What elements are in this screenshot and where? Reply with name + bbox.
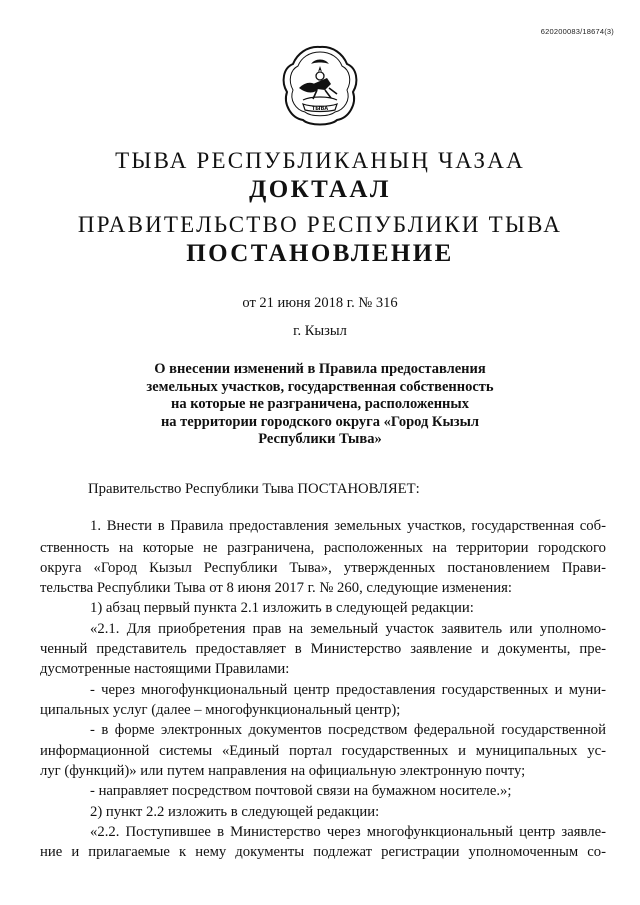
- decree-title: [0, 361, 640, 449]
- header-russian-decree: ПОСТАНОВЛЕНИЕ: [186, 240, 454, 267]
- header-russian-government: ПРАВИТЕЛЬСТВО РЕСПУБЛИКИ ТЫВА: [77, 212, 563, 237]
- header-tuvan-decree: ДОКТААЛ: [249, 176, 391, 203]
- body-line: - в форме электронных документов посредством федеральной государственной: [90, 722, 606, 738]
- title-line: О внесении изменений в Правила предоставления: [154, 361, 486, 377]
- body-line: ственность на которые не разграничена, расположенных на территории городского: [40, 540, 606, 556]
- decree-date: от 21 июня 2018 г. № 316: [242, 295, 398, 311]
- body-line: 1. Внести в Правила предоставления земельных участков, государственная соб-: [90, 518, 606, 534]
- body-line: - через многофункциональный центр предоставления государственных и муни-: [90, 682, 606, 698]
- decree-city: г. Кызыл: [293, 323, 347, 339]
- body-line: 1) абзац первый пункта 2.1 изложить в следующей редакции:: [90, 600, 474, 616]
- body-line: ние и прилагаемые к нему документы подлежат регистрации уполномоченным со-: [40, 844, 606, 860]
- title-line: на территории городского округа «Город Кызыл: [160, 413, 480, 430]
- body-line: «2.1. Для приобретения прав на земельный участок заявитель или уполномо-: [90, 621, 606, 637]
- body-line: дусмотренные настоящими Правилами:: [40, 661, 290, 677]
- body-line: Правительство Республики Тыва ПОСТАНОВЛЯЕТ:: [88, 481, 420, 497]
- title-line: земельных участков, государственная собственность: [146, 378, 494, 395]
- body-line: тельства Республики Тыва от 8 июня 2017 г. № 260, следующие изменения:: [40, 580, 512, 596]
- document-number: 620200083/18674(3): [540, 27, 614, 36]
- title-line: на которые не разграничена, расположенных: [171, 396, 469, 412]
- body-line: луг (функций)» или путем направления на официальную электронную почту;: [40, 763, 526, 779]
- body-line: - направляет посредством почтовой связи на бумажном носителе.»;: [90, 783, 512, 799]
- body-line: «2.2. Поступившее в Министерство через многофункциональный центр заявле-: [90, 824, 606, 840]
- svg-text:ТЫВА: ТЫВА: [311, 106, 329, 112]
- body-line: 2) пункт 2.2 изложить в следующей редакции:: [90, 804, 380, 820]
- body-line: информационной системы «Единый портал государственных и муниципальных ус-: [40, 743, 606, 759]
- header-tuvan-government: ТЫВА РЕСПУБЛИКАНЫҢ ЧАЗАА: [115, 148, 525, 173]
- body-line: ципальных услуг (далее – многофункциональный центр);: [40, 702, 401, 718]
- coat-of-arms-emblem: [281, 44, 359, 126]
- body-line: ченный представитель предоставляет в Министерство заявление и документы, пре-: [40, 641, 606, 657]
- title-line: Республики Тыва»: [258, 431, 382, 447]
- body-line: округа «Город Кызыл Республики Тыва», утвержденных постановлением Прави-: [40, 560, 606, 576]
